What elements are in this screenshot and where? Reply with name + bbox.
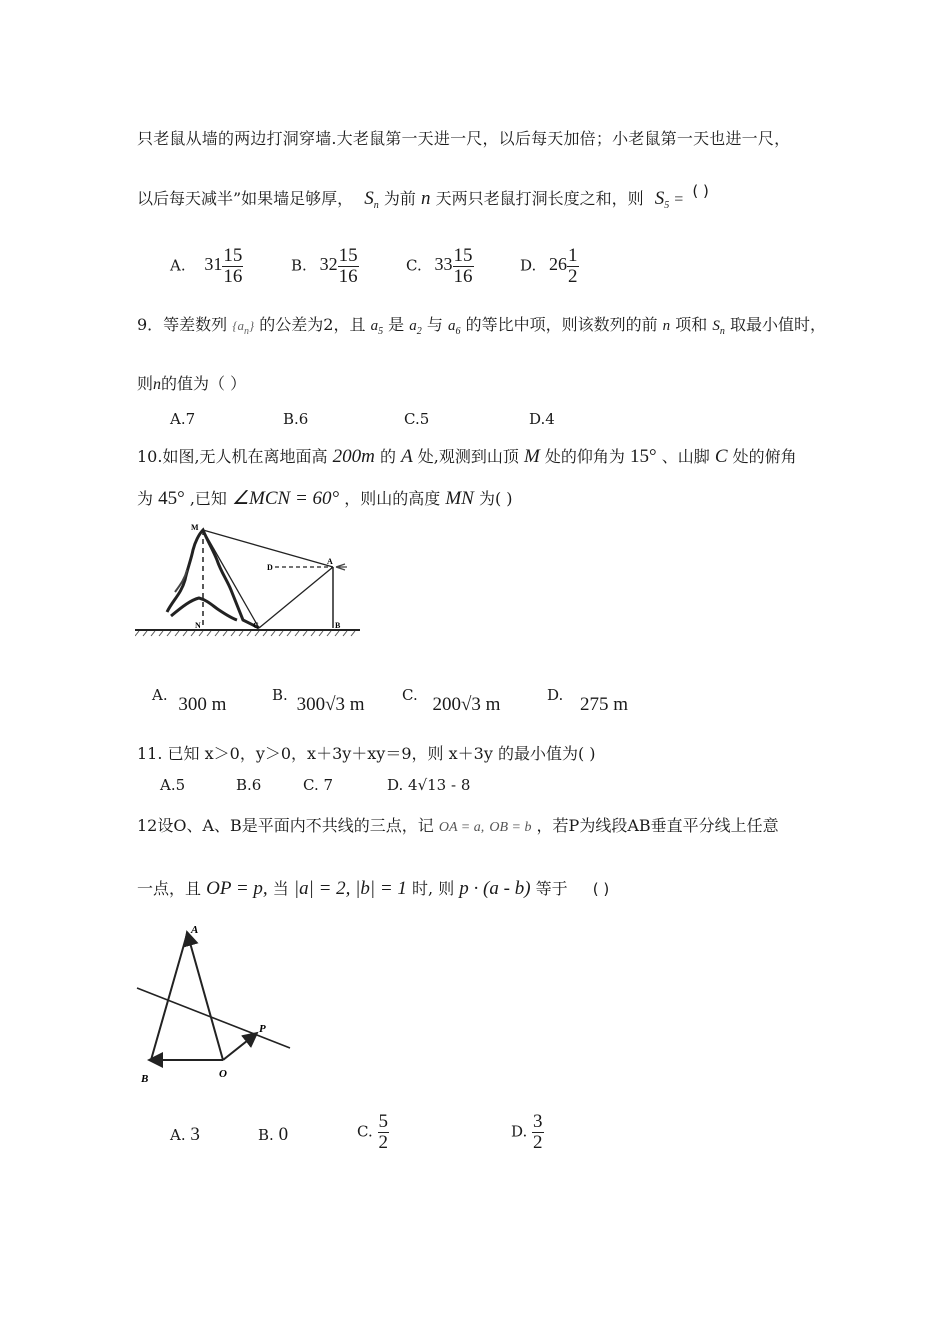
q12-condition: |a| = 2, |b| = 1: [293, 878, 407, 899]
q9-a2: $a_2$: [409, 318, 422, 337]
q8-line2: [137, 182, 709, 211]
q11-option-b[interactable]: B.6: [236, 776, 262, 794]
ca-line: [259, 567, 333, 628]
q9-option-b[interactable]: B.6: [283, 410, 309, 428]
q9-line2: 则n的值为（ ）: [137, 374, 247, 393]
mountain-inner-ridge: [171, 598, 237, 620]
q12-ob-vector: OB = b: [489, 820, 532, 835]
q12-expression: p · (a - b): [459, 878, 531, 899]
q8-text-b: 为前: [383, 189, 416, 208]
ground-hatching: [135, 631, 355, 636]
q9-a5: $a_5$: [370, 318, 384, 337]
q12-vector-figure: [135, 920, 295, 1085]
q10-mountain-figure: [135, 520, 365, 640]
fig-label-d: D: [267, 563, 273, 572]
q12-option-d[interactable]: D. $\frac{3}{2}$: [511, 1111, 543, 1153]
fig-label-a: A: [191, 924, 199, 936]
mountain-outline: [167, 530, 259, 628]
q9-Sn: $S_n$: [712, 318, 725, 337]
q8-Sn: $S_n$: [364, 188, 379, 211]
ma-line: [203, 530, 333, 567]
q9-option-c[interactable]: C.5: [404, 410, 430, 428]
q12-line1: 12设O、A、B是平面内不共线的三点，记 OA = a, OB = b ，若P为线段AB垂直平分线上任意: [137, 816, 779, 835]
q9-a6: $a_6$: [447, 318, 461, 337]
q12-option-c[interactable]: C. $\frac{5}{2}$: [357, 1111, 388, 1153]
fig-label-o: O: [219, 1068, 227, 1080]
q10-angle-elevation: 15°: [630, 446, 657, 467]
q8-text-a: 以后每天减半”如果墙足够厚，: [137, 189, 354, 208]
fig-label-c: C: [253, 621, 259, 630]
q10-angle-depression: 45°: [158, 488, 185, 509]
q8-answer-paren: ( ): [692, 182, 709, 200]
q11-question: 11. 已知 x＞0，y＞0，x＋3y＋xy＝9，则 x＋3y 的最小值为( ): [137, 744, 596, 763]
q8-line1: 只老鼠从墙的两边打洞穿墙.大老鼠第一天进一尺，以后每天加倍；小老鼠第一天也进一尺，: [137, 129, 791, 148]
fig-label-b: B: [141, 1073, 149, 1085]
fig-label-m: M: [191, 523, 199, 532]
fig-label-p: P: [259, 1023, 266, 1035]
q8-text-c: 天两只老鼠打洞长度之和，则: [435, 189, 644, 208]
q12-op-vector: OP = p,: [206, 878, 268, 899]
fig-label-a: A: [327, 557, 333, 566]
vector-oa: [187, 932, 223, 1060]
q10-option-d[interactable]: D. 275 m: [547, 686, 629, 715]
q10-line2: 为 45° ,已知 ∠MCN = 60° ，则山的高度 MN 为( ): [137, 488, 513, 509]
q8-eq: =: [674, 191, 684, 208]
q11-option-d[interactable]: D. 4√13 - 8: [387, 776, 471, 794]
q8-option-b[interactable]: B. 32 $\frac{15}{16}$: [291, 245, 358, 287]
fig-label-b: B: [335, 621, 341, 630]
q12-option-b[interactable]: B. 0: [258, 1124, 289, 1145]
mc-line: [203, 530, 259, 628]
fig-label-n: N: [195, 621, 201, 630]
q10-option-c[interactable]: C. 200√3 m: [402, 686, 501, 715]
q10-line1: 10.如图,无人机在离地面高 200m 的 A 处,观测到山顶 M 处的仰角为 15° 、山脚 C 处的俯角: [137, 446, 797, 467]
q8-n: n: [420, 188, 431, 209]
q8-option-a[interactable]: A. 31 $\frac{15}{16}$: [170, 245, 243, 287]
q12-oa-vector: OA = a,: [438, 820, 485, 835]
q12-option-a[interactable]: A. 3: [170, 1124, 200, 1145]
q12-line2: 一点，且 OP = p, 当 |a| = 2, |b| = 1 时, 则 p · (a - b) 等于 ( ): [137, 878, 610, 899]
q9-line1: 9．等差数列 $\{a_n\}$ 的公差为2，且 $a_5$ 是 $a_2$ 与 $a_6$ 的等比中项，则该数列的前 n 项和 $S_n$ 取最小值时，: [137, 315, 826, 337]
q8-option-d[interactable]: D. 26 $\frac{1}{2}$: [520, 245, 578, 287]
q9-n: n: [662, 318, 671, 334]
vector-op: [223, 1033, 257, 1060]
q8-S5: $S_5$: [654, 188, 670, 211]
q9-an: $\{a_n\}$: [232, 318, 255, 337]
q11-option-a[interactable]: A.5: [160, 776, 186, 794]
perpendicular-bisector: [137, 988, 290, 1048]
segment-ab: [151, 934, 187, 1060]
q9-option-a[interactable]: A.7: [170, 410, 196, 428]
q10-angle-mcn: ∠MCN = 60°: [232, 488, 340, 509]
q12-answer-paren: ( ): [592, 880, 610, 898]
q9-option-d[interactable]: D.4: [529, 410, 555, 428]
q10-option-b[interactable]: B. 300√3 m: [272, 686, 365, 715]
q11-option-c[interactable]: C. 7: [303, 776, 334, 794]
q10-option-a[interactable]: A. 300 m: [152, 686, 227, 715]
drone-icon: [336, 564, 347, 570]
q10-height: 200m: [332, 446, 375, 467]
q8-option-c[interactable]: C. 33 $\frac{15}{16}$: [406, 245, 473, 287]
